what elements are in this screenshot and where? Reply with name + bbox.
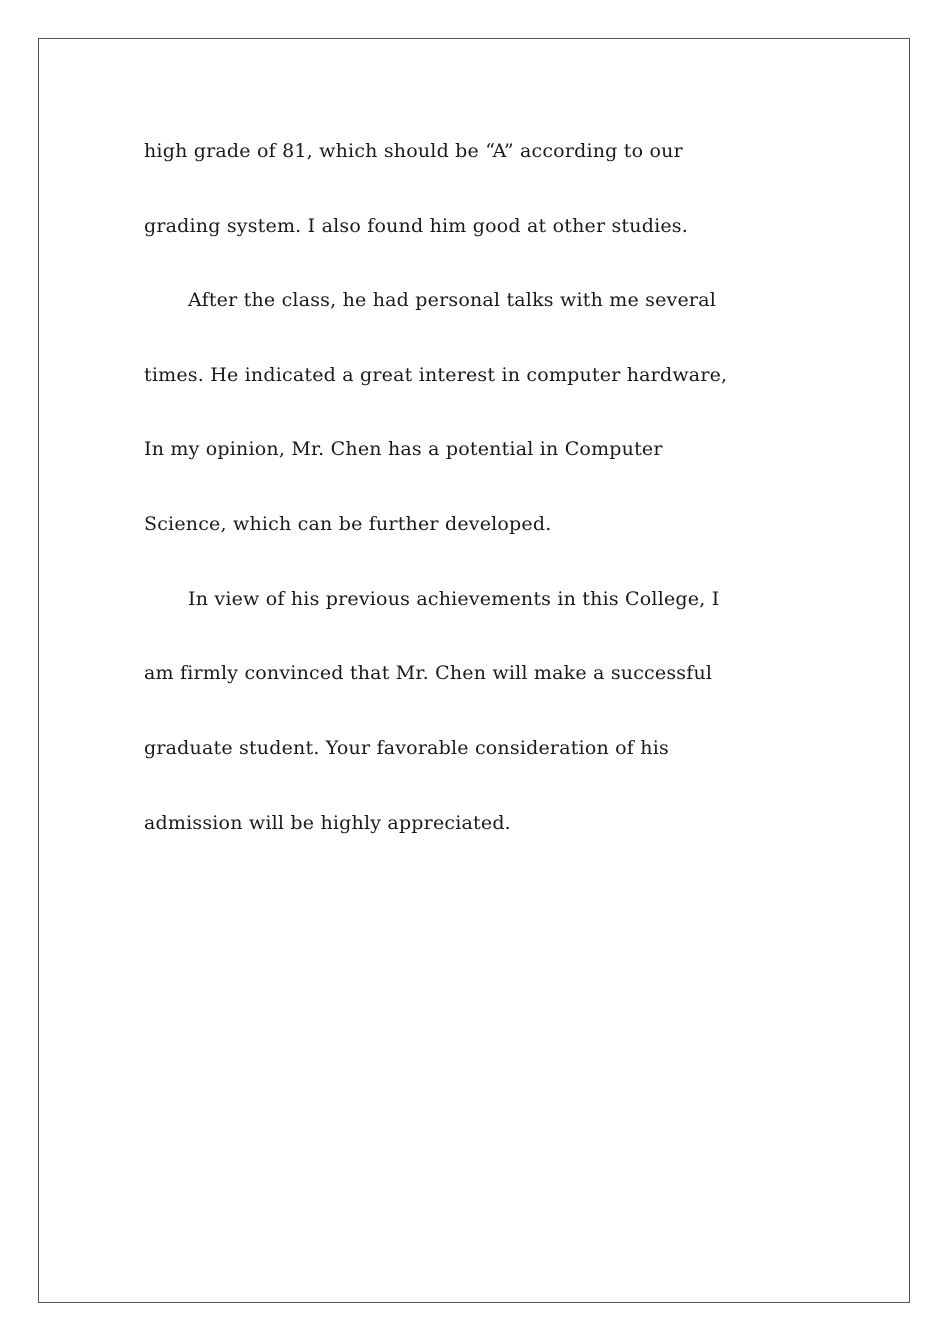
text-line: am firmly convinced that Mr. Chen will make a successful xyxy=(144,662,713,684)
paragraph-start-line: In view of his previous achievements in this College, I xyxy=(188,588,720,610)
text-line: graduate student. Your favorable consideration of his xyxy=(144,737,669,759)
text-line: grading system. I also found him good at other studies. xyxy=(144,215,688,237)
text-line: In my opinion, Mr. Chen has a potential in Computer xyxy=(144,438,663,460)
paragraph-start-line: After the class, he had personal talks with me several xyxy=(188,289,717,311)
text-line: admission will be highly appreciated. xyxy=(144,812,511,834)
text-line: high grade of 81, which should be “A” according to our xyxy=(144,140,683,162)
text-line: times. He indicated a great interest in computer hardware, xyxy=(144,364,728,386)
text-line: Science, which can be further developed. xyxy=(144,513,552,535)
